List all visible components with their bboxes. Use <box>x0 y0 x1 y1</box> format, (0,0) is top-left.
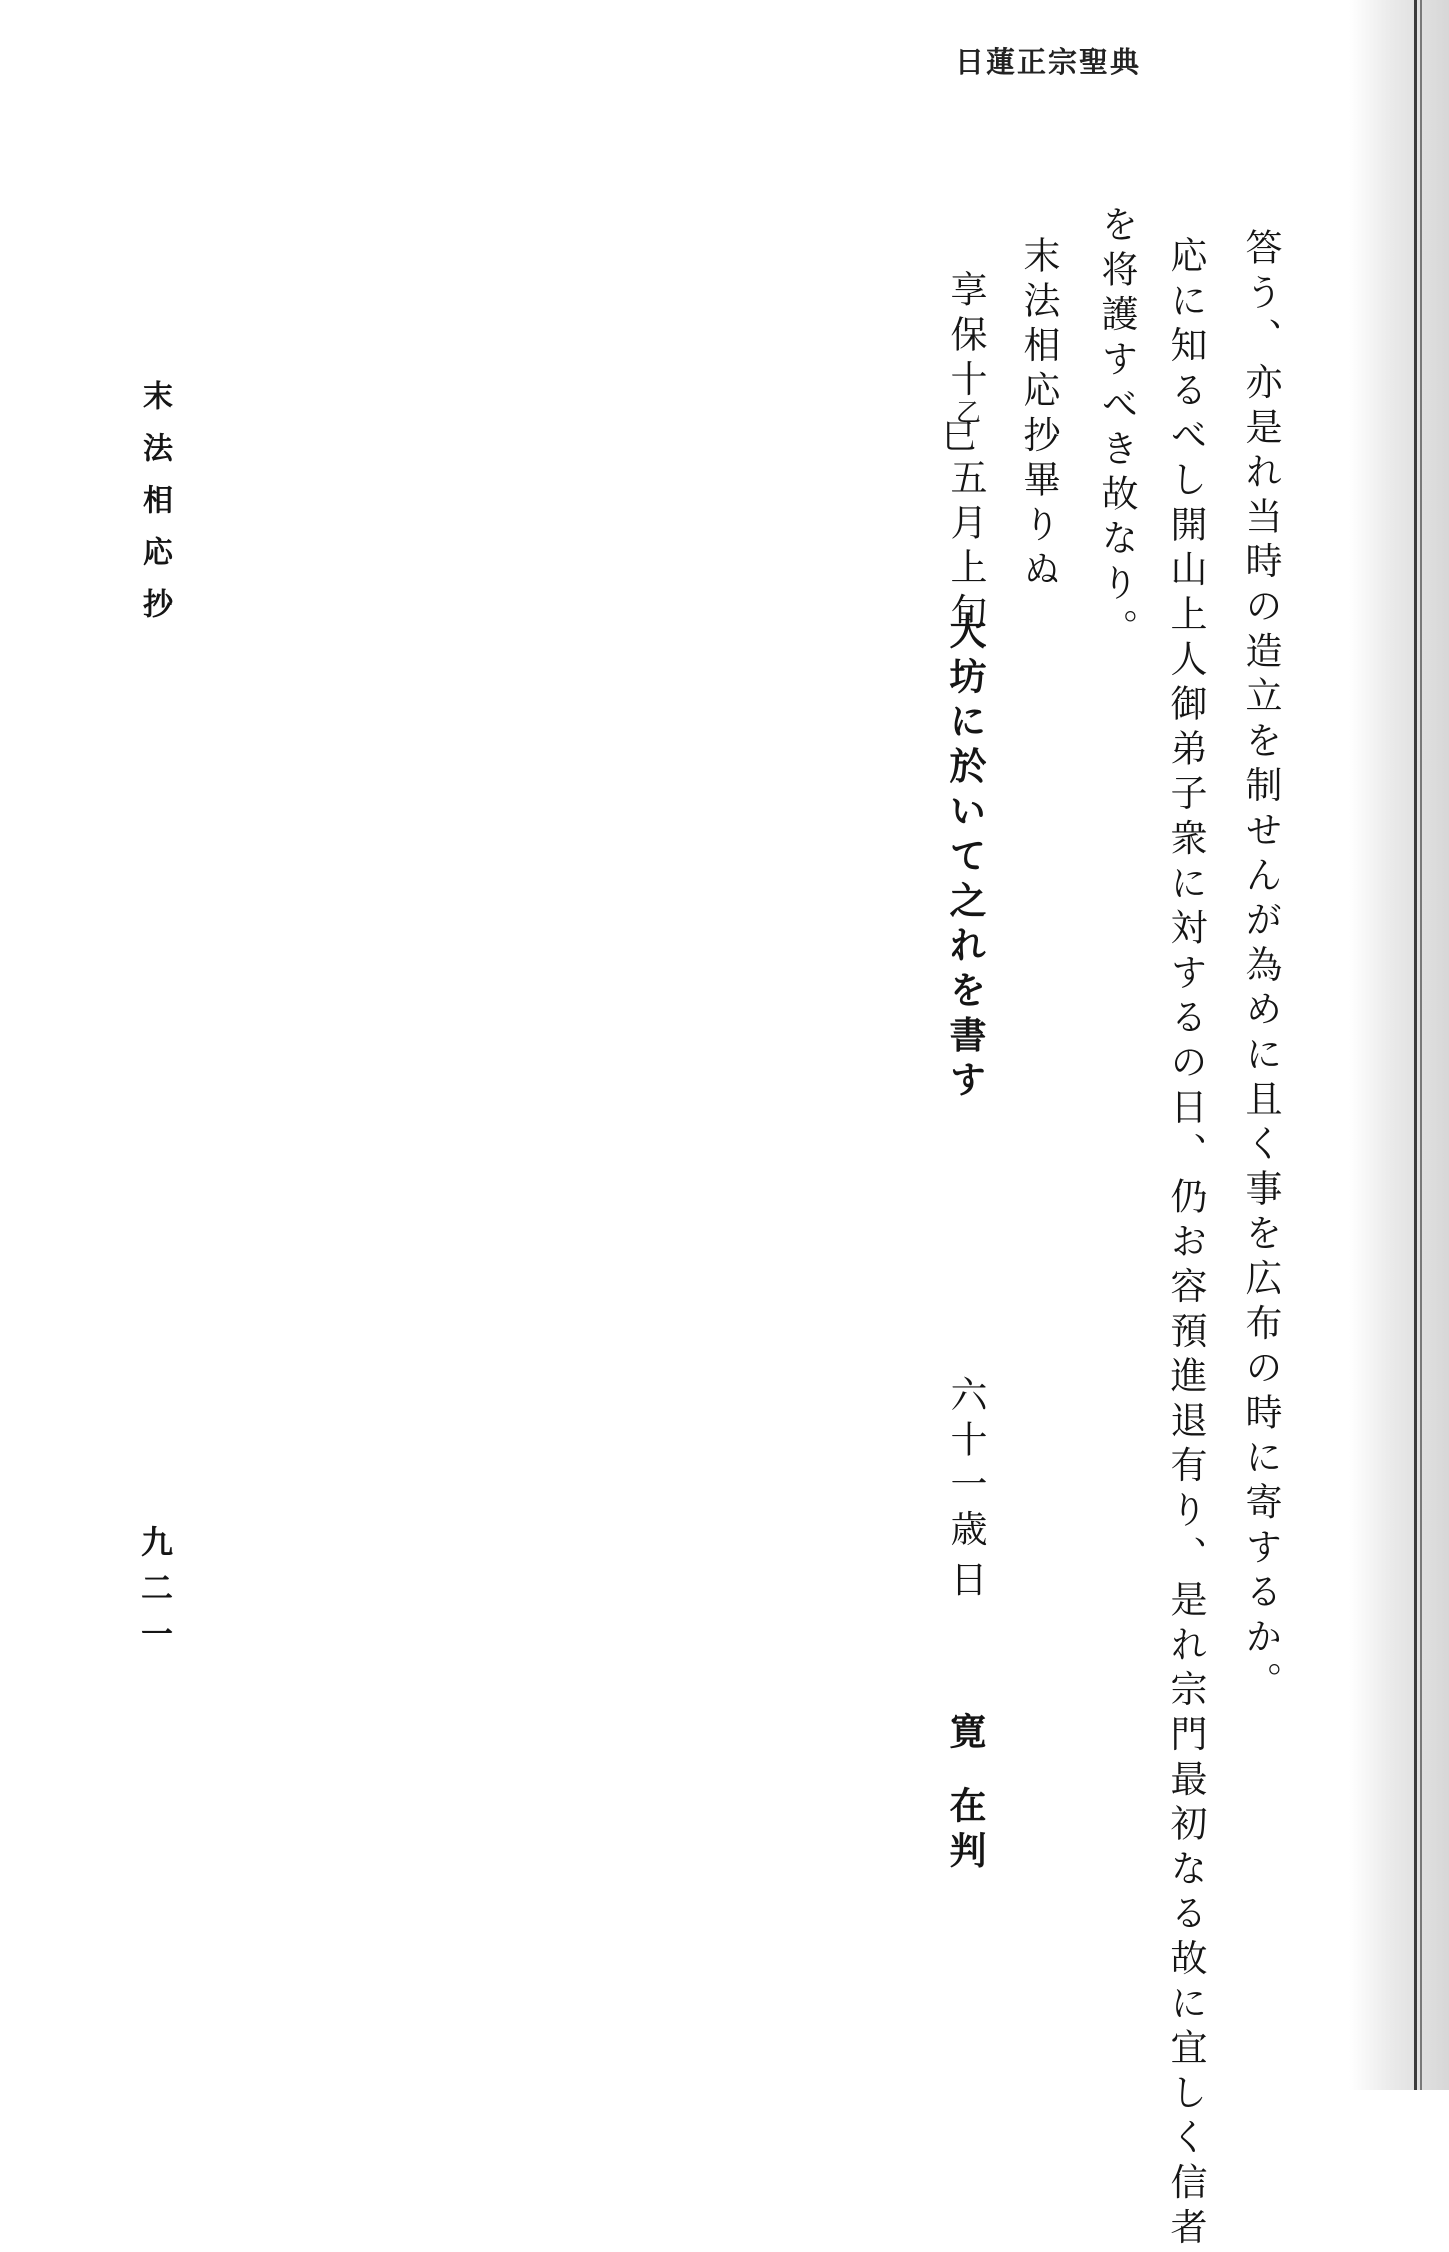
body-text-line-2: 応に知るべし開山上人御弟子衆に対するの日、仍お容預進退有り、是れ宗門最初なる故に宜しく信者 <box>1164 236 1207 2252</box>
colophon-era: 享保十 <box>944 270 987 405</box>
page-edge-line <box>1414 0 1417 2090</box>
running-header-book-title: 日蓮正宗聖典 <box>955 45 1142 79</box>
body-text-line-3: を将護すべき故なり。 <box>1095 205 1138 653</box>
colophon-zodiac-bottom: 巳 <box>942 417 976 457</box>
body-text-line-1: 答う、亦是れ当時の造立を制せんが為めに且く事を広布の時に寄するか。 <box>1239 228 1282 1707</box>
page-edge-line-inner <box>1420 0 1422 2090</box>
colophon-seal: 在判 <box>943 1786 987 1876</box>
colophon-month: 五月上旬 <box>944 458 987 638</box>
colophon-author-name-2: 寛 <box>943 1712 987 1757</box>
colophon-zodiac-top: 乙 <box>956 398 982 427</box>
colophon-author-name-1: 日 <box>944 1560 987 1605</box>
closing-line: 末法相応抄畢りぬ <box>1017 236 1060 595</box>
page-number: 九二一 <box>136 1525 174 1663</box>
colophon-place: 大坊に於いて之れを書す <box>943 612 987 1105</box>
colophon-age: 六十一歳 <box>944 1375 987 1555</box>
margin-section-title: 末法相応抄 <box>137 380 172 640</box>
page-edge-shadow <box>1349 0 1449 2090</box>
